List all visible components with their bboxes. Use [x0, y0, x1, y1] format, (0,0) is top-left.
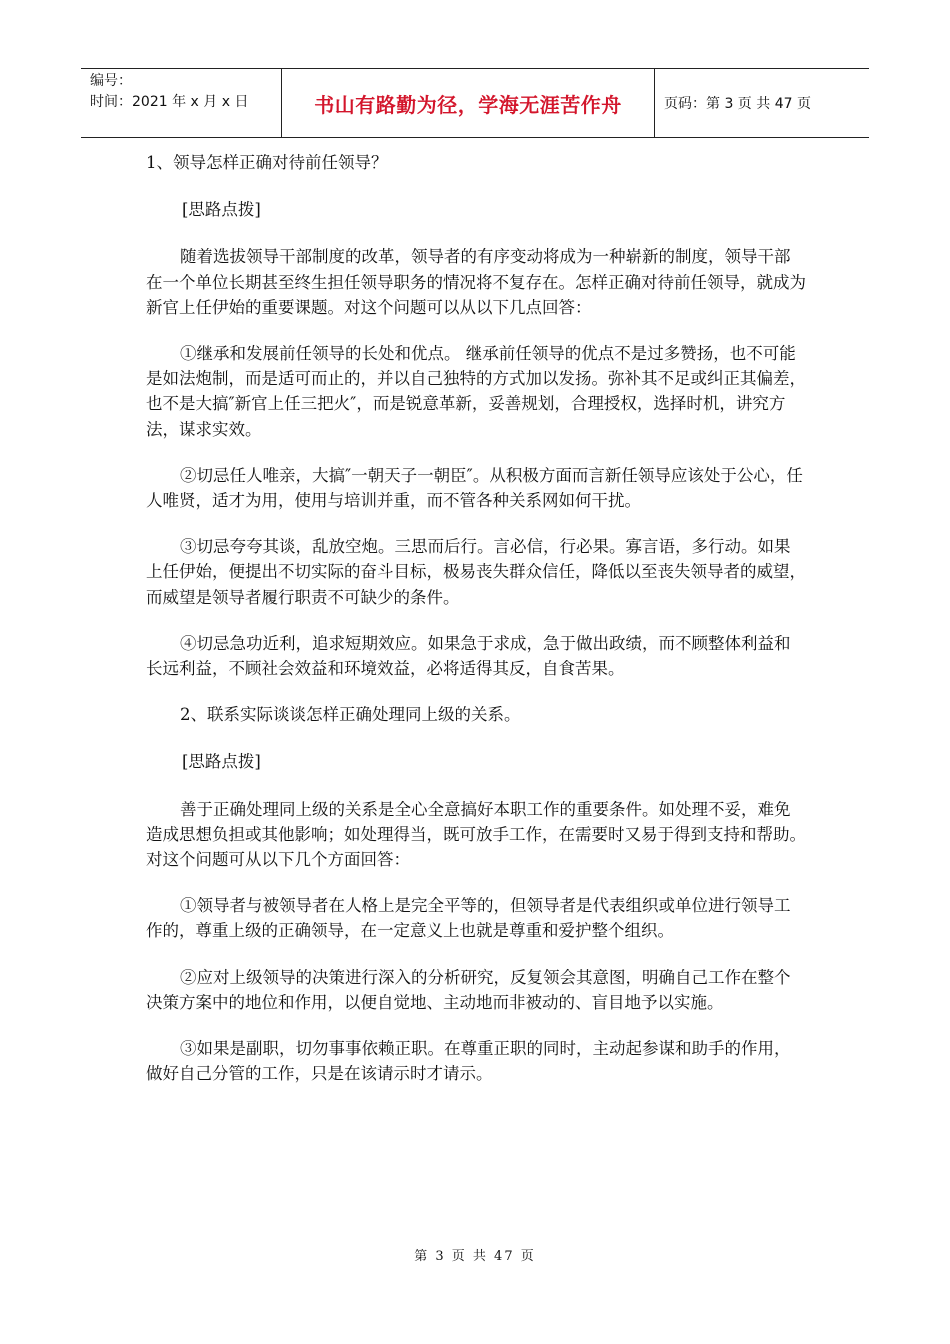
paragraph-5: ④切忌急功近利，追求短期效应。如果急于求成，急于做出政绩，而不顾整体利益和长远利益，不顾社会效益和环境效益，必将适得其反，自食苦果。: [146, 633, 791, 679]
paragraph-7: ①领导者与被领导者在人格上是完全平等的，但领导者是代表组织或单位进行领导工作的，尊重上级的正确领导，在一定意义上也就是尊重和爱护整个组织。: [146, 896, 791, 941]
paragraph-3: ②切忌任人唯亲，大搞″一朝天子一朝臣″。从积极方面而言新任领导应该处于公心，任人唯贤，适才为用，使用与培训并重，而不管各种关系网如何干扰。: [146, 465, 803, 511]
paragraph-9: ③如果是副职，切勿事事依赖正职。在尊重正职的同时，主动起参谋和助手的作用，做好自己分管的工作，只是在该请示时才请示。: [146, 1039, 791, 1084]
hint-label-1: [思路点拨]: [182, 200, 261, 220]
header-left-cell: [81, 69, 282, 137]
paragraph-6: 善于正确处理同上级的关系是全心全意搞好本职工作的重要条件。如处理不妥，难免造成思想负担或其他影响；如处理得当，既可放手工作，在需要时又易于得到支持和帮助。对这个问题可从以下几个方面回答：: [146, 799, 806, 870]
paragraph-8: ②应对上级领导的决策进行深入的分析研究，反复领会其意图，明确自己工作在整个决策方案中的地位和作用，以便自觉地、主动地而非被动的、盲目地予以实施。: [146, 967, 791, 1012]
number-label: 编号：: [90, 73, 132, 89]
header-table: [81, 68, 869, 138]
question-2: 2、联系实际谈谈怎样正确处理同上级的关系。: [180, 705, 521, 725]
paragraph-1: 随着选拔领导干部制度的改革，领导者的有序变动将成为一种崭新的制度，领导干部在一个单位长期甚至终生担任领导职务的情况将不复存在。怎样正确对待前任领导，就成为新官上任伊始的重要课题。对这个问题可以从以下几点回答：: [146, 247, 806, 317]
paragraph-2: ①继承和发展前任领导的长处和优点。 继承前任领导的优点不是过多赞扬，也不可能是如法炮制，而是适可而止的，并以自己独特的方式加以发扬。弥补其不足或纠正其偏差，也不是大搞″新官上任三把火″，而是锐意革新，妥善规划，合理授权，选择时机，讲究方法，谋求实效。: [146, 344, 806, 439]
paragraph-4: ③切忌夸夸其谈，乱放空炮。三思而后行。言必信，行必果。寡言语，多行动。如果上任伊始，便提出不切实际的奋斗目标，极易丧失群众信任，降低以至丧失领导者的威望，而威望是领导者履行职责不可缺少的条件。: [146, 537, 806, 607]
hint-label-2: [思路点拨]: [182, 752, 261, 772]
page-footer: 第 3 页 共 47 页: [414, 1249, 536, 1264]
header-motto: 书山有路勤为径，学海无涯苦作舟: [282, 69, 655, 137]
header-page-info: 页码：第 3 页 共 47 页: [664, 96, 811, 112]
question-1: 1、领导怎样正确对待前任领导？: [146, 153, 388, 172]
date-line: 时间：2021 年 x 月 x 日: [90, 94, 249, 110]
document-body: [146, 150, 806, 1086]
